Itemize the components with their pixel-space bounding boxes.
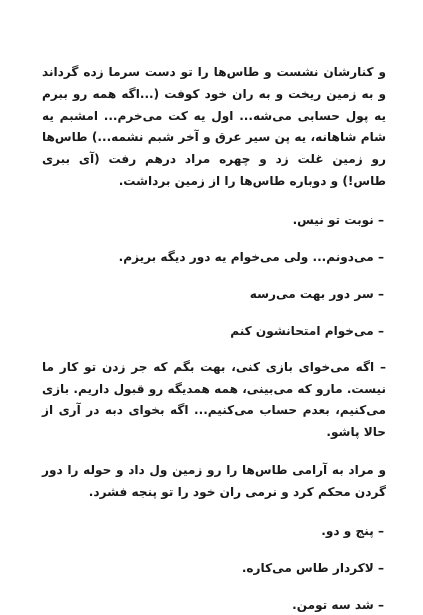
- dialogue-line-2: – می‌دونم... ولی می‌خوام یه دور دیگه بریزم.: [118, 249, 384, 264]
- narration-paragraph-2: – اگه می‌خوای بازی کنی، بهت بگم که جر زدن تو کار ما نیست. مارو که می‌بینی، همه همدیگه رو قبول داریم. بازی می‌کنیم، بعدم حساب می‌کنیم... اگه بخوای دبه در آری از حالا پاشو.: [42, 359, 386, 440]
- dialogue-line-5: – پنج و دو.: [321, 523, 384, 538]
- dialogue-line-4: – می‌خوام امتحانشون کنم: [230, 323, 384, 338]
- dialogue-line-7: – شد سه تومن.: [292, 597, 384, 612]
- dialogue-line-6: – لاکردار طاس می‌کاره.: [241, 560, 384, 575]
- dialogue-line-3: – سر دور بهت می‌رسه: [249, 286, 384, 301]
- dialogue-line-1: – نوبت تو نیس.: [292, 212, 384, 227]
- narration-paragraph-1: و کنارشان نشست و طاس‌ها را تو دست سرما زده گرداند و به زمین ریخت و به ران خود کوفت (...اگه همه رو ببرم یه پول حسابی می‌شه... اول یه کت می‌خرم... امشبم یه شام شاهانه، یه پن سیر عرق و آخر شبم نشمه...) طاس‌ها رو زمین غلت زد و چهره مراد درهم رفت (آی ببری طاس!) و دوباره طاس‌ها را از زمین برداشت.: [42, 65, 386, 188]
- story-text: [42, 62, 386, 615]
- narration-paragraph-3: و مراد به آرامی طاس‌ها را رو زمین ول داد و حوله را دور گردن محکم کرد و نرمی ران خود را تو پنجه فشرد.: [42, 462, 386, 499]
